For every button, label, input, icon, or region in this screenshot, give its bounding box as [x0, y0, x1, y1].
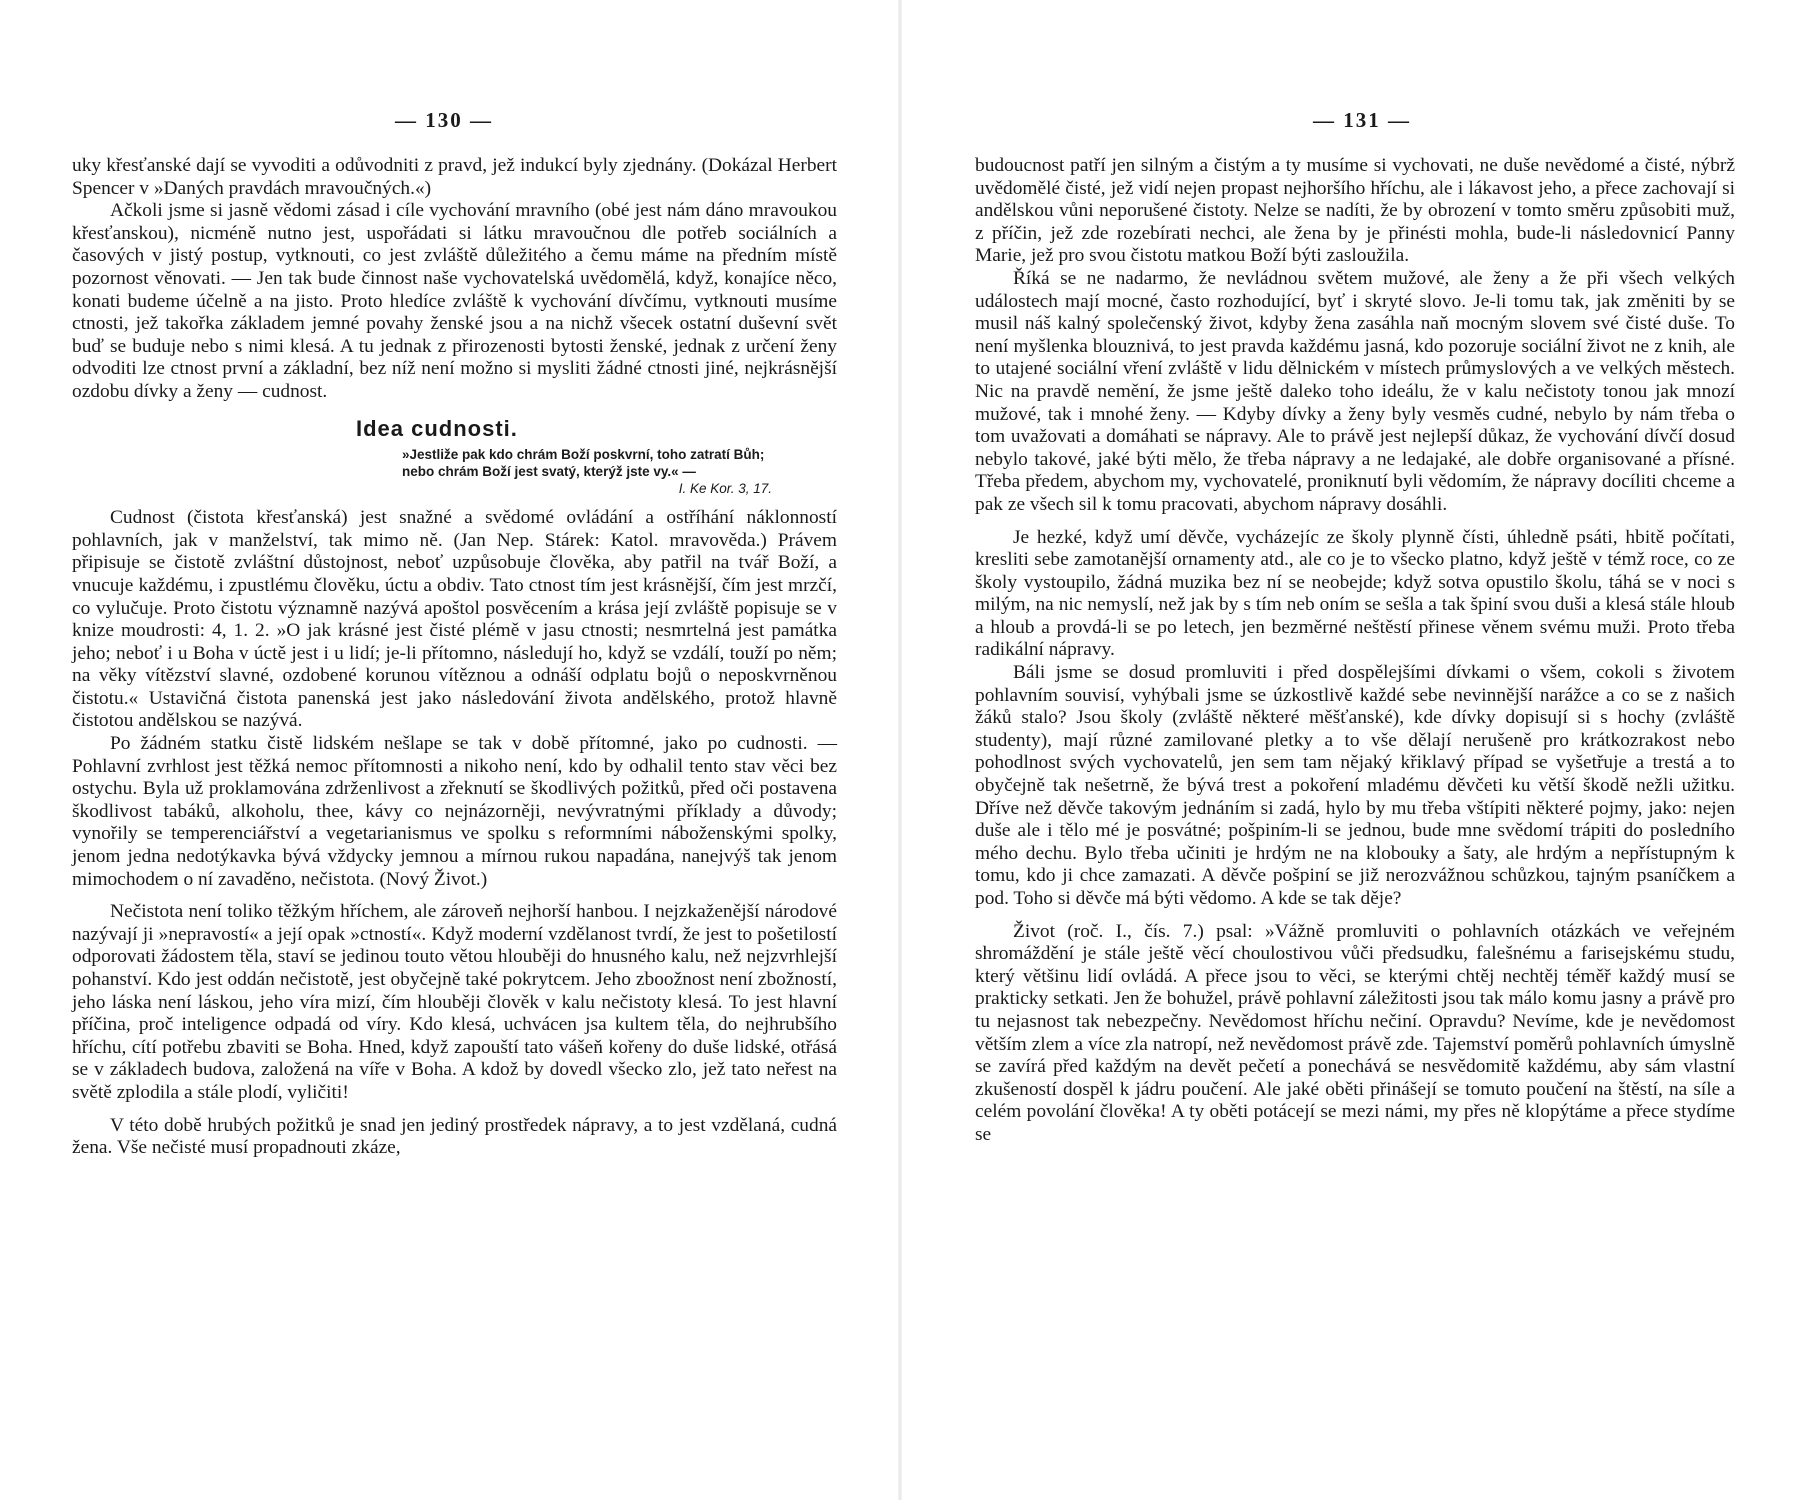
- paragraph: Život (roč. I., čís. 7.) psal: »Vážně promluviti o pohlavních otázkách ve veřejném shromáždění je stále ještě věcí choulostivou vůči předsudku, falešnému a farisejskému studu, který většinu lidí ovládá. A přece jsou to věci, se kterými chtěj nechtěj téměř každý musí se prakticky setkati. Jen že bohužel, právě pohlavní záležitosti jsou tak málo komu jasny a právě pro tu nejasnost tak nebezpečny. Nevědomost hříchu nečiní. Opravdu? Nevíme, kde je nevědomost větším zlem a více zla natropí, než nevědomost právě zde. Tajemství poměrů pohlavních úmyslně se zavírá před každým na devět pečetí a ponechává se nesvědomitě každému, aby sám vlastní zkušeností dospěl k jádru poučení. Ale jaké oběti přinášejí se tomuto poučení na štěstí, na síle a celém povolání člověka! A ty oběti potácejí se mezi námi, my přes ně klopýtáme a přece stydíme se: [975, 920, 1735, 1145]
- right-page: [900, 0, 1800, 1500]
- paragraph: V této době hrubých požitků je snad jen jediný prostředek nápravy, a to jest vzdělaná, cudná žena. Vše nečisté musí propadnouti zkáze,: [72, 1114, 837, 1159]
- epigraph-reference: I. Ke Kor. 3, 17.: [678, 481, 772, 497]
- epigraph: [402, 446, 772, 497]
- right-page-text: [975, 155, 1735, 1147]
- paragraph: Po žádném statku čistě lidském nešlape se tak v době přítomné, jako po cudnosti. — Pohlavní zvrhlost jest těžká nemoc přítomnosti a nikoho není, kdo by odhalil tento stav věci bez ostychu. Byla už proklamována zdrženlivost a zřeknutí se škodlivých požitků, před oči postavena škodlivost tabáků, alkoholu, thee, kávy co nejnázorněji, nevývratnými příklady a důvody; vynořily se temperenciářství a vegetarianismus ve spolku s reformními náboženskými spolky, jenom jedna nedotýkavka bývá vždycky jemnou a mírnou rukou napadána, nanejvýš tak jenom mimochodem o ní zavaděno, nečistota. (Nový Život.): [72, 733, 837, 890]
- page-number-left: — 130 —: [395, 108, 493, 132]
- paragraph: Ačkoli jsme si jasně vědomi zásad i cíle vychování mravního (obé jest nám dáno mravoukou křesťanskou), nicméně nutno jest, uspořádati si látku mravoučnou dle potřeb sociálních a časových v jistý postup, vytknouti, co jest zvláště důležitého a čemu máme na předním místě pozornost věnovati. — Jen tak bude činnost naše vychovatelská uvědomělá, když, konajíce něco, konati budeme účelně a na jisto. Proto hledíce zvláště k vychování dívčímu, vytknouti musíme ctnosti, jež takořka základem jemné povahy ženské jsou a na nichž všecek ostatní duševní svět buď se buduje nebo s nimi klesá. A tu jednak z přirozenosti bytosti ženské, jednak z určení ženy odvoditi lze ctnost první a základní, bez níž není možno si mysliti žádné ctnosti jiné, nejkrásnější ozdobu dívky a ženy — cudnost.: [72, 200, 837, 402]
- paragraph: uky křesťanské dají se vyvoditi a odůvodniti z pravd, jež indukcí byly zjednány. (Dokázal Herbert Spencer v »Daných pravdách mravoučných.«): [72, 155, 837, 199]
- epigraph-text: »Jestliže pak kdo chrám Boží poskvrní, toho zatratí Bůh; nebo chrám Boží jest svatý, kterýž jste vy.« —: [402, 447, 765, 480]
- paragraph: Je hezké, když umí děvče, vycházejíc ze školy plynně čísti, úhledně psáti, hbitě počítati, kresliti sebe zamotanější ornamenty atd., ale co je to všecko platno, když ještě v témž roce, co ze školy vystoupilo, žádná muzika bez ní se neobejde; když sotva opustilo školu, táhá se v noci s milým, na nic nemyslí, než jak by s tím neb oním se sešla a tak špiní svou duši a klesá stále hloub a hloub a provdá-li se po letech, jen bezměrné neštěstí přinese věnem svému muži. Proto třeba radikální nápravy.: [975, 526, 1735, 661]
- page-number-right: — 131 —: [1313, 108, 1411, 132]
- paragraph: Cudnost (čistota křesťanská) jest snažné a svědomé ovládání a ostříhání náklonností pohlavních, jak v manželství, tak mimo ně. (Jan Nep. Stárek: Katol. mravověda.) Právem připisuje se čistotě zvláštní důstojnost, neboť uzpůsobuje člověka, aby patřil na tvář Boží, a vnucuje každému, i zpustlému člověku, úctu a obdiv. Tato ctnost tím jest krásnější, čím jest mrzčí, co vylučuje. Proto čistotu významně nazývá apoštol posvěcením a krása její zvláště popisuje se v knize moudrosti: 4, 1. 2. »O jak krásné jest čisté plémě v jasu ctnosti; nesmrtelná jest památka jeho; neboť i u Boha v úctě jest i u lidí; je-li přítomno, následují ho, když se vzdálí, touží po něm; na věky vítězství slavné, ozdobené korunou vítěznou a odnáší odplatu bojů o neposkvrněnou čistotu.« Ustavičná čistota panenská jest jako následování života andělského, protož hlavně čistotou andělskou se nazývá.: [72, 507, 837, 732]
- section-heading: Idea cudnosti.: [356, 415, 518, 441]
- paragraph: Báli jsme se dosud promluviti i před dospělejšími dívkami o všem, cokoli s životem pohlavním souvisí, vyhýbali jsme se úzkostlivě každé sebe nevinnější narážce a co se z našich žáků stalo? Jsou školy (zvláště některé měšťanské), kde dívky dopisují si s hochy (zvláště studenty), mají různé zamilované pletky a to vše dělají nerušeně pro krátkozrakost nebo pohodlnost svých vychovatelů, jen sem tam nějaký křiklavý případ se vyšetřuje a trestá a to obyčejně tak nešetrně, že bývá trest a pokoření mladému děvčeti ku větší škodě nežli užitku. Dříve než děvče takovým jednáním si zadá, hylo by mu třeba vštípiti některé pojmy, jako: nejen duše ale i tělo mé je posvátné; pošpiním-li se jednou, bude mne svědomí trápiti do posledního mého dechu. Bylo třeba učiniti je hrdým ne na klobouky a šaty, ale hrdým a nepřístupným k tomu, kdo ji chce zamazati. A děvče pošpiní se již nerozvážnou schůzkou, tajným psaníčkem a pod. Toho si děvče má býti vědomo. A kde se tak děje?: [975, 662, 1735, 909]
- left-page-text: [72, 155, 837, 1160]
- paragraph: Nečistota není toliko těžkým hříchem, ale zároveň nejhorší hanbou. I nejzkaženější národové nazývají ji »nepravostí« a její opak »ctností«. Když moderní vzdělanost tvrdí, že jest to pošetilostí odporovati žádostem těla, staví se jedinou touto větou hlouběji do hnusného kalu, než nejzvrhlejší pohanství. Kdo jest oddán nečistotě, jest obyčejně také pokrytcem. Jeho zboožnost není zbožností, jeho láska není láskou, jeho víra mizí, čím hlouběji člověk v kalu nečistoty klesá. To jest hlavní příčina, proč inteligence odpadá od víry. Kdo klesá, uchvácen jsa kultem těla, do nejhrubšího hříchu, cítí potřebu zbaviti se Boha. Hned, když zapouští tato vášeň kořeny do duše lidské, otřásá se v základech budova, založená na víře v Boha. A kdož by dovedl všecko zlo, jež tato neřest na světě zplodila a stále plodí, vyličiti!: [72, 901, 837, 1103]
- paragraph: budoucnost patří jen silným a čistým a ty musíme si vychovati, ne duše nevědomé a čisté, nýbrž uvědomělé čisté, jež vidí nejen propast nejhoršího hříchu, ale i lákavost jeho, a přece zachovají si andělskou vůni neporušené čistoty. Nelze se nadíti, že by obrození v tomto směru způsobiti muž, z příčin, jež zde rozebírati nechci, ale žena by je přinésti mohla, bude-li následovnicí Panny Marie, jež pro svou čistotu matkou Boží býti zasloužila.: [975, 155, 1735, 267]
- paragraph: Říká se ne nadarmo, že nevládnou světem mužové, ale ženy a že při všech velkých událostech mají mocné, často rozhodující, byť i skryté slovo. Je-li tomu tak, jak změniti by se musil náš kalný společenský život, kdyby žena zasáhla naň mocným slovem své čisté duše. To není myšlenka blouznivá, to jest pravda každému jasná, kdo pozoruje sociální život ne z knih, ale to utajené sociální vření zvláště v lidu dělnickém v místech průmyslových a ve velkých městech. Nic na pravdě nemění, že jsme ještě daleko toho ideálu, že v kalu nečistoty tonou jak mnozí mužové, tak i mnohé ženy. — Kdyby dívky a ženy byly vesměs cudné, nebylo by nám třeba o tom uvažovati a domáhati se nápravy. Ale to právě jest nejlepší důkaz, že vychování dívčí dosud nebylo takové, jaké býti mělo, že třeba nápravy a ne ledajaké, ale dobře organisované a přísné. Třeba předem, abychom my, vychovatelé, proniknutí byli vědomím, že nápravy docíliti chceme a pak ze všech sil k tomu pracovati, abychom nápravy dosáhli.: [975, 267, 1735, 515]
